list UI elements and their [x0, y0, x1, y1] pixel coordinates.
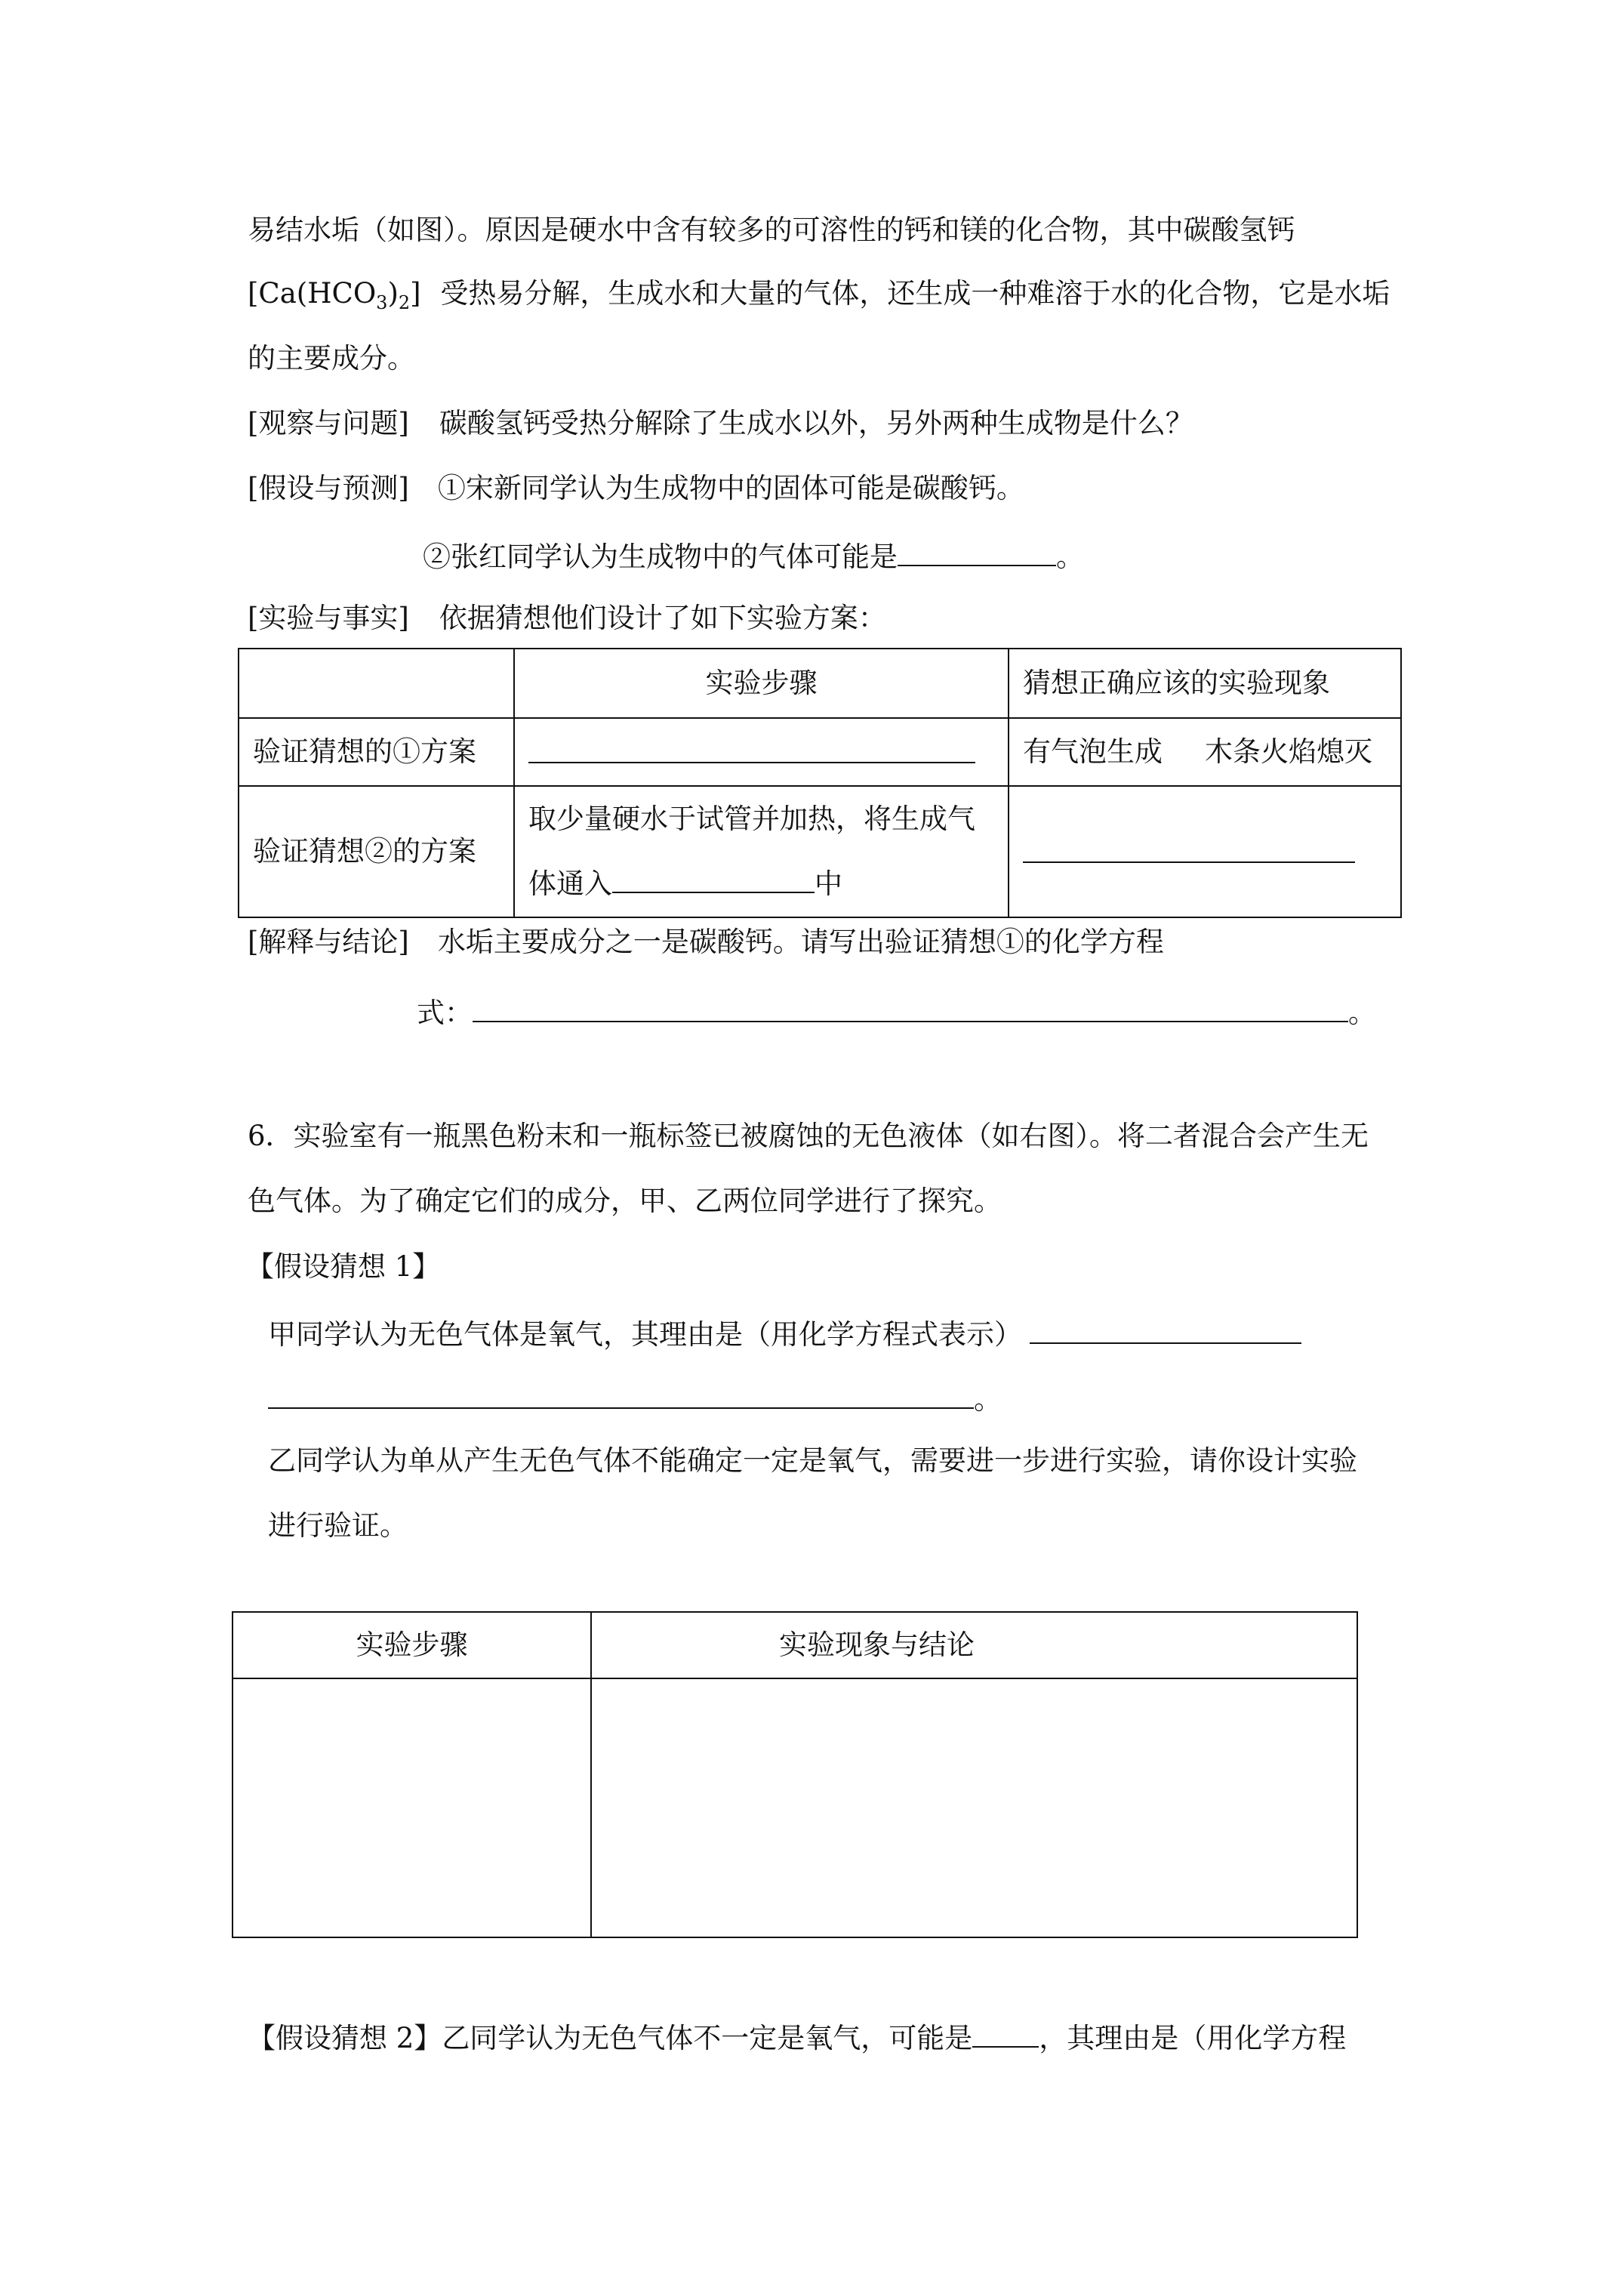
equation-answer-blank[interactable]	[473, 992, 1348, 1022]
conclusion-label: [解释与结论]	[248, 926, 409, 958]
table-row	[233, 1678, 1357, 1937]
experiment-plan-table	[238, 648, 1402, 918]
table-row	[239, 718, 1401, 786]
equation-line: 式： 。	[417, 992, 1376, 1031]
jia-reason-blank-2[interactable]	[268, 1379, 974, 1409]
hypothesis-1-title: 【假设猜想 1】	[246, 1250, 441, 1283]
chemical-formula: $[Ca(HCO_3)_2]$	[248, 277, 421, 313]
row1-step-answer-blank[interactable]	[528, 733, 975, 763]
row2-phenomenon-cell	[1009, 786, 1401, 917]
experiment-line	[248, 601, 886, 636]
table-corner-cell	[239, 649, 514, 718]
experiment-text: 依据猜想他们设计了如下实验方案：	[439, 602, 886, 634]
q5-intro-line1: 易结水垢（如图）。原因是硬水中含有较多的可溶性的钙和镁的化合物，其中碳酸氢钙	[248, 214, 1295, 246]
observation-label: [观察与问题]	[248, 407, 409, 439]
yi-line2: 进行验证。	[268, 1509, 408, 1542]
header-step: 实验步骤	[233, 1612, 591, 1678]
hypothesis-2-gas-blank[interactable]	[972, 2017, 1039, 2048]
table-header-row	[233, 1612, 1357, 1678]
hypothesis-2: ②张红同学认为生成物中的气体可能是 。	[423, 536, 1084, 575]
conclusion-text: 水垢主要成分之一是碳酸钙。请写出验证猜想①的化学方程	[437, 926, 1164, 958]
q6-line2: 色气体。为了确定它们的成分，甲、乙两位同学进行了探究。	[248, 1185, 1002, 1217]
jia-reason-line2: 。	[268, 1379, 1002, 1417]
q5-intro-line2: $[Ca(HCO_3)_2]$ 受热易分解，生成水和大量的气体，还生成一种难溶于水的化合物，它是水垢	[248, 277, 1390, 313]
q5-intro-line3: 的主要成分。	[248, 342, 415, 374]
hypothesis-2-title: 【假设猜想 2】	[248, 2022, 442, 2054]
header-result: 实验现象与结论	[591, 1612, 1357, 1678]
table-header-row	[239, 649, 1401, 718]
hypothesis-line	[248, 471, 1024, 506]
row2-step-answer-blank[interactable]	[612, 863, 815, 893]
hypothesis-2-line: 【假设猜想 2】乙同学认为无色气体不一定是氧气，可能是 ，其理由是（用化学方程	[248, 2017, 1346, 2056]
conclusion-line	[248, 925, 1164, 960]
hypothesis-2-answer-blank[interactable]	[898, 536, 1056, 566]
row1-label: 验证猜想的①方案	[239, 718, 514, 786]
hypothesis-label: [假设与预测]	[248, 472, 409, 504]
hypothesis-1: ①宋新同学认为生成物中的固体可能是碳酸钙。	[437, 472, 1024, 504]
table-row	[239, 786, 1401, 917]
row2-label: 验证猜想②的方案	[239, 786, 514, 917]
header-step: 实验步骤	[514, 649, 1009, 718]
jia-reason-blank-1[interactable]	[1030, 1314, 1301, 1344]
step-answer-cell[interactable]	[233, 1678, 591, 1937]
observation-text: 碳酸氢钙受热分解除了生成水以外，另外两种生成物是什么？	[439, 407, 1193, 439]
jia-reason-line: 甲同学认为无色气体是氧气，其理由是（用化学方程式表示）	[268, 1314, 1301, 1352]
row2-phenomenon-answer-blank[interactable]	[1023, 833, 1355, 863]
observation-line	[248, 406, 1193, 441]
q6-line1: 6．实验室有一瓶黑色粉末和一瓶标签已被腐蚀的无色液体（如右图）。将二者混合会产生无	[248, 1120, 1369, 1152]
result-answer-cell[interactable]	[591, 1678, 1357, 1937]
header-phenomenon: 猜想正确应该的实验现象	[1009, 649, 1401, 718]
row1-phenomenon: 有气泡生成 木条火焰熄灭	[1009, 718, 1401, 786]
row1-step-cell	[514, 718, 1009, 786]
row2-step-cell: 取少量硬水于试管并加热，将生成气 体通入 中	[514, 786, 1009, 917]
experiment-label: [实验与事实]	[248, 602, 409, 634]
verification-table	[232, 1611, 1358, 1938]
yi-line1: 乙同学认为单从产生无色气体不能确定一定是氧气，需要进一步进行实验，请你设计实验	[268, 1444, 1357, 1477]
